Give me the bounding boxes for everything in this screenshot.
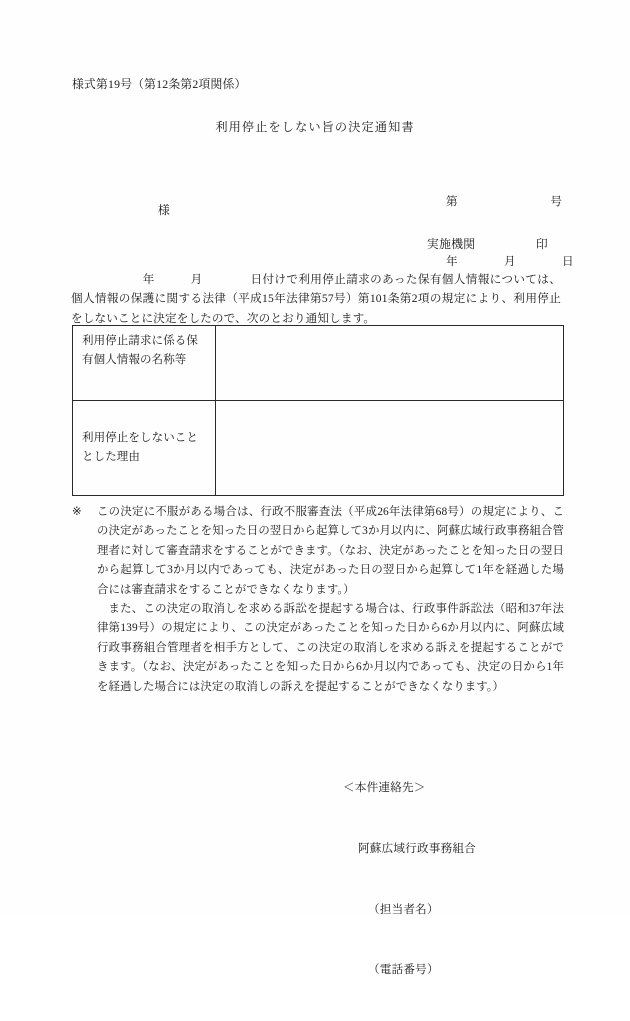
notice-paragraph-2-text: また、この決定の取消しを求める訴訟を提起する場合は、行政事件訴訟法（昭和37年法律第139号）の規定により、この決定があったことを知った日から6か月以内に、阿蘇広域行政事務組合管理者を相手方として、この決定の取消しを求める訴えを提起することができます。（なお、決定があったことを知った日から6か月以内であっても、決定の日から1年を経過した場合には決定の取消しの訴えを提起することができなくなります。） [97,603,564,693]
notice-block [72,503,564,697]
table-row [73,401,564,496]
form-number: 様式第19号（第12条第2項関係） [72,77,247,91]
document-number-line: 第 号 [446,195,562,208]
notice-paragraph-1-text: この決定に不服がある場合は、行政不服審査法（平成26年法律第68号）の規定により、この決定があったことを知った日の翌日から起算して3か月以内に、阿蘇広域行政事務組合管理者に対して審査請求をすることができます。（なお、決定があったことを知った日の翌日から起算して3か月以内であっても、決定があった日の翌日から起算して1年を経過した場合には審査請求をすることができなくなります。） [97,506,564,596]
notice-paragraph-1 [72,503,564,600]
table-row [73,326,564,401]
form-table [72,325,564,496]
contact-person-name: （担当者名） [368,902,439,916]
contact-block [343,738,476,1021]
addressee-honorific: 様 [158,203,170,217]
asterisk-mark-icon: ※ [72,506,82,518]
table-row-label: 利用停止請求に係る保有個人情報の名称等 [73,326,216,401]
contact-heading: ＜本件連絡先＞ [343,781,426,795]
table-row-value[interactable] [216,326,564,401]
document-title: 利用停止をしない旨の決定通知書 [215,120,415,134]
issuing-authority-line: 実施機関 印 [427,237,548,251]
document-date-line: 年 月 日 [446,255,574,268]
body-paragraph: 年 月 日付けで利用停止請求のあった保有個人情報については、個人情報の保護に関する法律（平成15年法律第57号）第101条第2項の規定により、利用停止をしないことに決定をしたので、次のとおり通知します。 [71,273,561,325]
table-row-value[interactable] [216,401,564,496]
contact-phone-number: （電話番号） [368,963,439,977]
contact-organization: 阿蘇広域行政事務組合 [358,842,476,856]
table-row-label: 利用停止をしないこととした理由 [73,401,216,496]
